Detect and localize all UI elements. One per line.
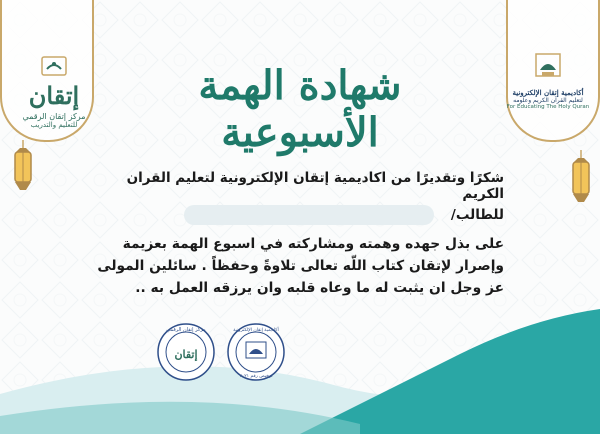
left-seal bbox=[156, 322, 216, 382]
certificate-title: شهادة الهمة الأسبوعية bbox=[198, 62, 402, 156]
right-seal bbox=[226, 322, 286, 382]
student-label: للطالب/ bbox=[450, 207, 504, 223]
right-seal-note: ترخيص رقم ٢٠٢١ bbox=[239, 374, 273, 379]
right-logo bbox=[502, 52, 594, 110]
right-seal-ring-text: أكاديمية إتقان الإلكترونية bbox=[233, 328, 279, 333]
lantern-icon bbox=[8, 140, 38, 202]
lantern-icon bbox=[566, 150, 596, 214]
body-line: على بذل جهده وهمته ومشاركته في اسبوع الهمة بعزيمة bbox=[122, 236, 504, 252]
student-name-field[interactable] bbox=[184, 205, 434, 225]
right-logo-line3: For Educating The Holy Quran bbox=[506, 104, 590, 110]
student-row bbox=[84, 205, 504, 227]
intro-text: شكرًا وتقديرًا من اكاديمية إتقان الإلكترونية لتعليم القران الكريم bbox=[126, 170, 504, 202]
right-logo-line1: أكاديمية إتقان الإلكترونية bbox=[512, 88, 584, 97]
bottom-wave-decoration bbox=[0, 284, 600, 434]
left-seal-brand: إتقان bbox=[174, 348, 198, 361]
left-logo-line2: للتعليم والتدريب bbox=[30, 121, 78, 129]
left-logo bbox=[8, 55, 100, 129]
left-seal-ring-text: مركز إتقان الرقمي bbox=[166, 327, 206, 333]
right-logo-line2: لتعليم القرآن الكريم وعلومه bbox=[513, 97, 583, 104]
left-logo-line1: مركز إتقان الرقمي bbox=[22, 112, 86, 121]
book-icon bbox=[39, 55, 69, 77]
body-line: وإصرار لإتقان كتاب اللّه تعالى تلاوةً وحفظاً . سائلين المولى bbox=[97, 258, 504, 274]
body-line: عز وجل ان يثبت له ما وعاه قلبه وان يرزقه العمل به .. bbox=[135, 280, 504, 296]
left-logo-brand: إتقان bbox=[28, 81, 80, 110]
academy-emblem-icon bbox=[530, 52, 566, 84]
